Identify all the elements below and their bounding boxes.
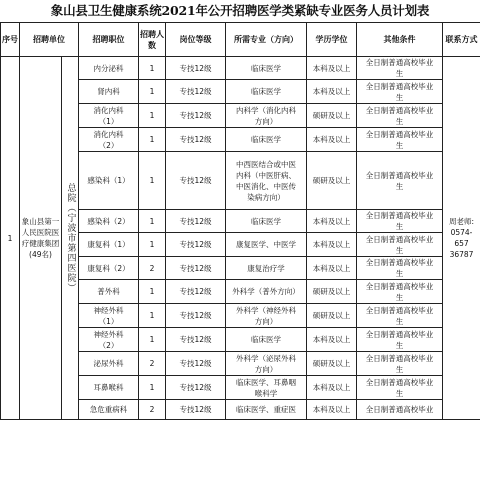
edu-cell: 本科及以上 bbox=[307, 128, 357, 152]
other-cell: 全日制普通高校毕业 生 bbox=[357, 304, 443, 328]
num-cell: 2 bbox=[139, 352, 166, 376]
page-title: 象山县卫生健康系统2021年公开招聘医学类紧缺专业医务人员计划表 bbox=[50, 3, 430, 18]
header-edu: 学历学位 bbox=[307, 23, 357, 57]
major-cell: 外科学（普外方向） bbox=[226, 280, 307, 304]
num-cell: 1 bbox=[139, 210, 166, 233]
num-cell: 1 bbox=[139, 104, 166, 128]
num-cell: 1 bbox=[139, 57, 166, 80]
post-cell: 消化内科 （1） bbox=[79, 104, 139, 128]
other-cell: 全日制普通高校毕业 生 bbox=[357, 257, 443, 280]
other-cell: 全日制普通高校毕业 生 bbox=[357, 328, 443, 352]
header-level: 岗位等级 bbox=[166, 23, 226, 57]
other-cell: 全日制普通高校毕业 生 bbox=[357, 352, 443, 376]
post-cell: 康复科（1） bbox=[79, 233, 139, 257]
other-cell: 全日制普通高校毕业 生 bbox=[357, 376, 443, 400]
level-cell: 专技12级 bbox=[166, 352, 226, 376]
major-cell: 临床医学、重症医 bbox=[226, 400, 307, 420]
num-cell: 1 bbox=[139, 233, 166, 257]
edu-cell: 本科及以上 bbox=[307, 57, 357, 80]
level-cell: 专技12级 bbox=[166, 152, 226, 210]
level-cell: 专技12级 bbox=[166, 304, 226, 328]
num-cell: 1 bbox=[139, 376, 166, 400]
level-cell: 专技12级 bbox=[166, 257, 226, 280]
post-cell: 普外科 bbox=[79, 280, 139, 304]
level-cell: 专技12级 bbox=[166, 80, 226, 104]
unit-cell: 象山县第一人民医院医疗健康集团(49名) bbox=[20, 57, 62, 420]
major-cell: 中西医结合或中医 内科（中医肝病、 中医消化、中医传 染病方向） bbox=[226, 152, 307, 210]
other-cell: 全日制普通高校毕业 生 bbox=[357, 233, 443, 257]
edu-cell: 本科及以上 bbox=[307, 210, 357, 233]
major-cell: 临床医学 bbox=[226, 210, 307, 233]
level-cell: 专技12级 bbox=[166, 328, 226, 352]
level-cell: 专技12级 bbox=[166, 233, 226, 257]
major-cell: 临床医学 bbox=[226, 57, 307, 80]
post-cell: 感染科（2） bbox=[79, 210, 139, 233]
num-cell: 2 bbox=[139, 400, 166, 420]
other-cell: 全日制普通高校毕业 生 bbox=[357, 128, 443, 152]
major-cell: 临床医学 bbox=[226, 328, 307, 352]
major-cell: 外科学（神经外科 方向） bbox=[226, 304, 307, 328]
level-cell: 专技12级 bbox=[166, 104, 226, 128]
edu-cell: 本科及以上 bbox=[307, 400, 357, 420]
edu-cell: 本科及以上 bbox=[307, 80, 357, 104]
other-cell: 全日制普通高校毕业 bbox=[357, 400, 443, 420]
major-cell: 临床医学 bbox=[226, 128, 307, 152]
edu-cell: 硕研及以上 bbox=[307, 352, 357, 376]
post-cell: 泌尿外科 bbox=[79, 352, 139, 376]
num-cell: 1 bbox=[139, 304, 166, 328]
branch-cell bbox=[62, 57, 79, 420]
post-cell: 内分泌科 bbox=[79, 57, 139, 80]
edu-cell: 硕研及以上 bbox=[307, 104, 357, 128]
other-cell: 全日制普通高校毕业 生 bbox=[357, 104, 443, 128]
other-cell: 全日制普通高校毕业 生 bbox=[357, 280, 443, 304]
header-post: 招聘职位 bbox=[79, 23, 139, 57]
level-cell: 专技12级 bbox=[166, 128, 226, 152]
post-cell: 肾内科 bbox=[79, 80, 139, 104]
other-cell: 全日制普通高校毕业 生 bbox=[357, 57, 443, 80]
edu-cell: 本科及以上 bbox=[307, 257, 357, 280]
header-contact: 联系方式 bbox=[443, 23, 480, 57]
post-cell: 感染科（1） bbox=[79, 152, 139, 210]
header-seq: 序号 bbox=[1, 23, 20, 57]
major-cell: 内科学（消化内科 方向） bbox=[226, 104, 307, 128]
recruitment-table bbox=[0, 22, 480, 420]
major-cell: 临床医学、耳鼻咽 喉科学 bbox=[226, 376, 307, 400]
other-cell: 全日制普通高校毕业 生 bbox=[357, 210, 443, 233]
num-cell: 1 bbox=[139, 328, 166, 352]
post-cell: 耳鼻喉科 bbox=[79, 376, 139, 400]
header-major: 所需专业（方向） bbox=[226, 23, 307, 57]
header-unit: 招聘单位 bbox=[20, 23, 79, 57]
level-cell: 专技12级 bbox=[166, 376, 226, 400]
num-cell: 1 bbox=[139, 80, 166, 104]
seq-cell: 1 bbox=[1, 57, 20, 420]
num-cell: 1 bbox=[139, 128, 166, 152]
edu-cell: 硕研及以上 bbox=[307, 280, 357, 304]
num-cell: 2 bbox=[139, 257, 166, 280]
post-cell: 神经外科 （1） bbox=[79, 304, 139, 328]
edu-cell: 硕研及以上 bbox=[307, 152, 357, 210]
edu-cell: 本科及以上 bbox=[307, 376, 357, 400]
table-row bbox=[1, 57, 480, 80]
post-cell: 神经外科 （2） bbox=[79, 328, 139, 352]
header-num: 招聘人数 bbox=[139, 23, 166, 57]
level-cell: 专技12级 bbox=[166, 400, 226, 420]
num-cell: 1 bbox=[139, 152, 166, 210]
level-cell: 专技12级 bbox=[166, 210, 226, 233]
major-cell: 外科学（泌尿外科 方向） bbox=[226, 352, 307, 376]
contact-cell: 周老师: 0574-657 36787 bbox=[443, 57, 480, 420]
other-cell: 全日制普通高校毕业 生 bbox=[357, 80, 443, 104]
major-cell: 康复医学、中医学 bbox=[226, 233, 307, 257]
table-header-row bbox=[1, 23, 480, 57]
level-cell: 专技12级 bbox=[166, 57, 226, 80]
major-cell: 临床医学 bbox=[226, 80, 307, 104]
other-cell: 全日制普通高校毕业 生 bbox=[357, 152, 443, 210]
major-cell: 康复治疗学 bbox=[226, 257, 307, 280]
post-cell: 消化内科 （2） bbox=[79, 128, 139, 152]
edu-cell: 硕研及以上 bbox=[307, 304, 357, 328]
post-cell: 急危重病科 bbox=[79, 400, 139, 420]
edu-cell: 本科及以上 bbox=[307, 233, 357, 257]
level-cell: 专技12级 bbox=[166, 280, 226, 304]
edu-cell: 本科及以上 bbox=[307, 328, 357, 352]
num-cell: 1 bbox=[139, 280, 166, 304]
branch-label: 总院（宁波市第四医院） bbox=[65, 183, 76, 293]
post-cell: 康复科（2） bbox=[79, 257, 139, 280]
header-other: 其他条件 bbox=[357, 23, 443, 57]
